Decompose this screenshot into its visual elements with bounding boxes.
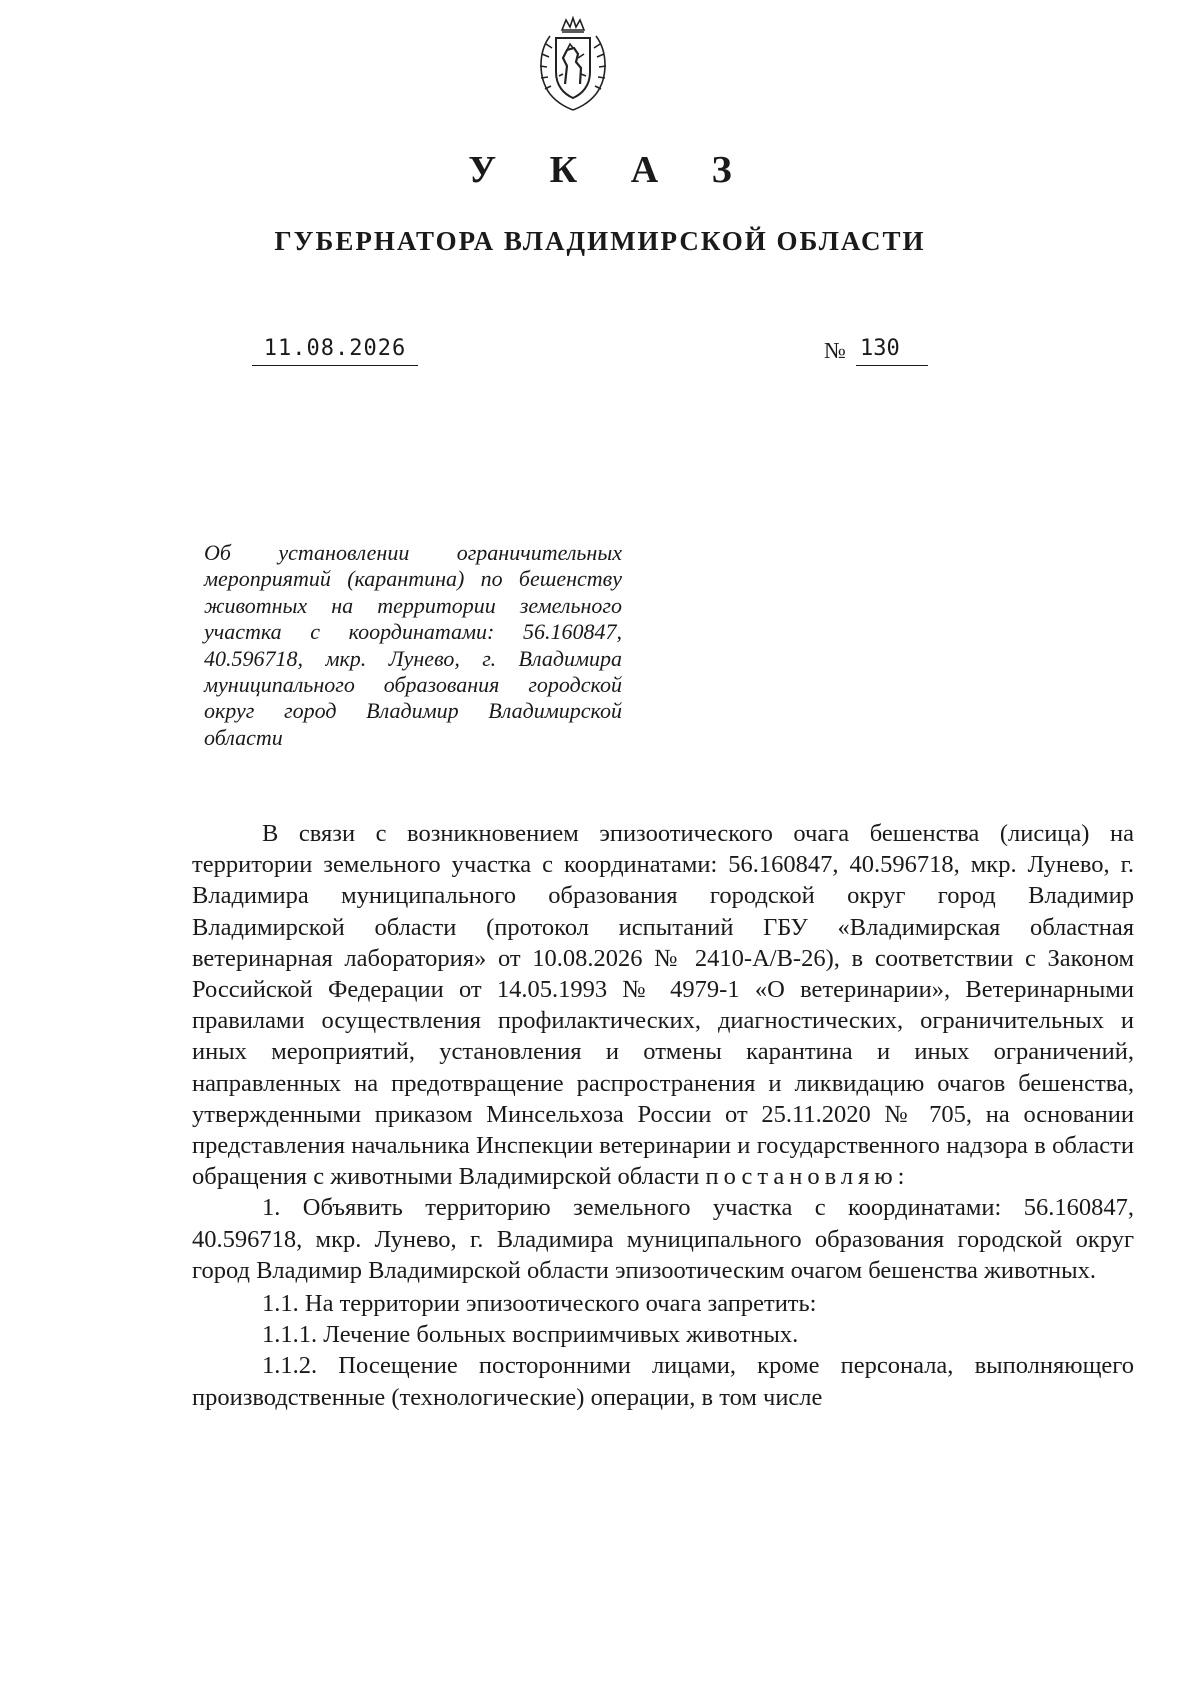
decree-word: постановляю:	[705, 1163, 910, 1191]
document-subtitle: ГУБЕРНАТОРА ВЛАДИМИРСКОЙ ОБЛАСТИ	[274, 226, 926, 256]
preamble-text: В связи с возникновением эпизоотического очага бешенства (лисица) на территории земельного участка с координатами: 56.160847, 40.596718, мкр. Лунево, г. Владимира муниципального образования городской округ город Владимир Владимирской области (протокол испытаний ГБУ «Владимирская областная ветеринарная лаборатория» от 10.08.2026 № 2410-А/В-26), в соответствии с Законом Российской Федерации от 14.05.1993 № 4979-1 «О ветеринарии», Ветеринарными правилами осуществления профилактических, диагностических, ограничительных и иных мероприятий, установления и отмены карантина и иных ограничений, направленных на предотвращение распространения и ликвидацию очагов бешенства, утвержденными приказом Минсельхоза России от 25.11.2020 № 705, на основании представления начальника Инспекции ветеринарии и государственного надзора в области обращения с животными Владимирской области	[192, 820, 1134, 1191]
document-number: 130	[856, 336, 928, 366]
document-title: У К А З	[468, 149, 754, 191]
document-heading: Об установлении ограничительных мероприятий (карантина) по бешенству животных на территории земельного участка с координатами: 56.160847, 40.596718, мкр. Лунево, г. Владимира муниципального образования городской округ город Владимир Владимирской области	[204, 540, 622, 750]
item-1-1-2: 1.1.2. Посещение посторонними лицами, кроме персонала, выполняющего производственные (технологические) операции, в том числе	[192, 1352, 1134, 1411]
item-1-1: 1.1. На территории эпизоотического очага запретить:	[262, 1290, 817, 1318]
item-1-1-1: 1.1.1. Лечение больных восприимчивых животных.	[262, 1321, 799, 1349]
document-body	[192, 818, 1134, 1413]
document-date: 11.08.2026	[252, 336, 418, 366]
coat-of-arms-icon	[532, 14, 614, 114]
number-sign: №	[824, 338, 846, 363]
item-1: 1. Объявить территорию земельного участка с координатами: 56.160847, 40.596718, мкр. Лунево, г. Владимира муниципального образования городской округ город Владимир Владимирской области эпизоотическим очагом бешенства животных.	[192, 1194, 1134, 1284]
preamble-paragraph	[192, 818, 1134, 1192]
